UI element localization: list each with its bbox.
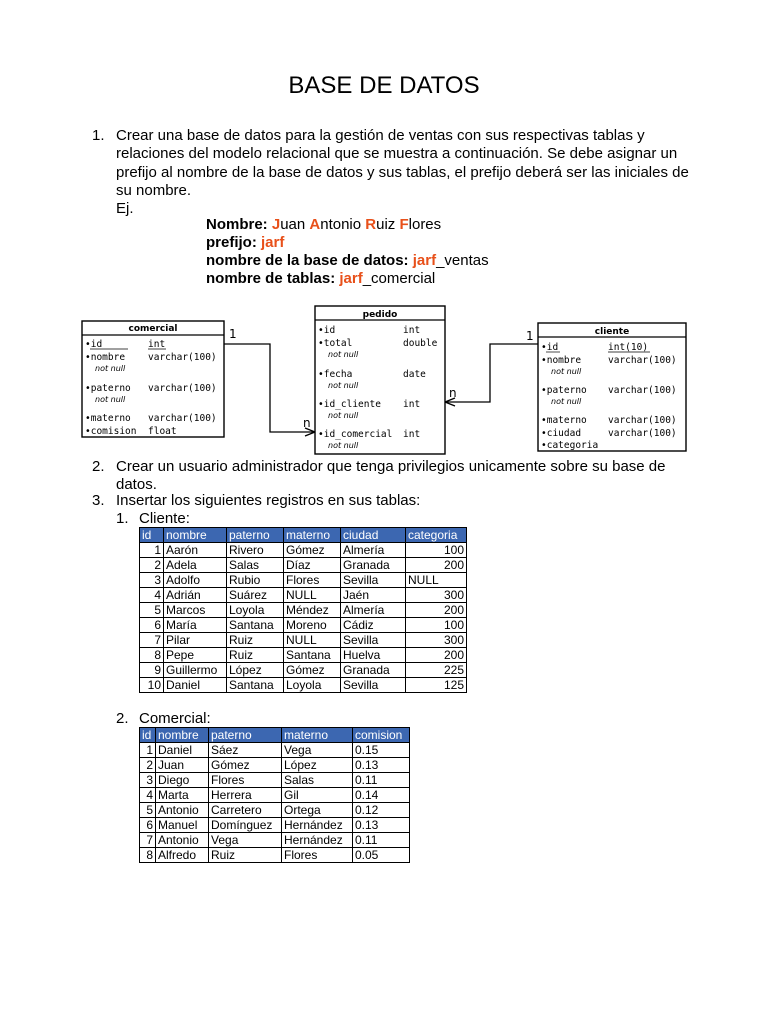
er-diagram (0, 300, 768, 460)
table-cell: Marcos (164, 603, 227, 618)
table-cell: Sevilla (341, 573, 406, 588)
table-row (140, 788, 410, 803)
table-row (140, 833, 410, 848)
page-title: BASE DE DATOS (288, 72, 480, 99)
example-nombre (206, 216, 441, 233)
item-3-number: 3. (92, 492, 105, 509)
not-null-note: not null (551, 367, 582, 376)
initial-r: R (365, 216, 377, 233)
cliente-field: •categoria (541, 440, 599, 451)
table-cell: Almería (341, 543, 406, 558)
column-header: ciudad (341, 528, 406, 543)
table-cell: 1 (140, 543, 164, 558)
item-3-text: Insertar los siguientes registros en sus tablas: (116, 492, 421, 509)
name-part: ntonio (320, 216, 366, 233)
pedido-type: int (403, 429, 421, 440)
table-cell: Santana (227, 618, 284, 633)
table-cell: Daniel (164, 678, 227, 693)
table-cell: 0.05 (353, 848, 410, 863)
tablas-suffix: _comercial (362, 270, 436, 287)
pedido-field: •id (318, 325, 336, 336)
cardinality-one: 1 (526, 329, 534, 343)
table-cell: Gil (282, 788, 353, 803)
column-header: paterno (227, 528, 284, 543)
table-cell: 2 (140, 558, 164, 573)
table-cell: Daniel (156, 743, 209, 758)
table-cell: Santana (284, 648, 341, 663)
cliente-type: varchar(100) (608, 428, 677, 439)
column-header: nombre (164, 528, 227, 543)
table-cell: Vega (282, 743, 353, 758)
example-tablas (206, 270, 435, 287)
table-cell: Salas (282, 773, 353, 788)
comercial-table-header (140, 728, 410, 743)
sub-1-number: 1. (116, 510, 129, 527)
table-cell: 0.15 (353, 743, 410, 758)
table-cell: Marta (156, 788, 209, 803)
table-cell: Pepe (164, 648, 227, 663)
table-cell: Vega (209, 833, 282, 848)
table-cell: 200 (406, 603, 467, 618)
column-header: categoria (406, 528, 467, 543)
table-cell: Flores (209, 773, 282, 788)
cliente-field: •id (541, 342, 559, 353)
item-1-text: Crear una base de datos para la gestión de ventas con sus respectivas tablas y relaciones del modelo relacional que se muestra a continuación. Se debe asignar un prefijo al nombre de la base de datos y sus tablas, el prefijo deberá ser las iniciales de su nombre. (116, 127, 689, 199)
table-cell: 100 (406, 543, 467, 558)
table-cell: 300 (406, 588, 467, 603)
table-cell: Sevilla (341, 633, 406, 648)
cliente-field: •ciudad (541, 428, 582, 439)
item-2-number: 2. (92, 458, 105, 475)
not-null-note: not null (328, 381, 359, 390)
table-cell: NULL (284, 588, 341, 603)
comercial-field: •paterno (85, 383, 131, 394)
table-row (140, 558, 467, 573)
not-null-note: not null (328, 441, 359, 450)
table-cell: Adolfo (164, 573, 227, 588)
table-cell: Gómez (284, 663, 341, 678)
table-row (140, 758, 410, 773)
table-cell: NULL (284, 633, 341, 648)
pedido-type: int (403, 399, 421, 410)
table-cell: Ruiz (227, 633, 284, 648)
pedido-type: double (403, 338, 438, 349)
column-header: paterno (209, 728, 282, 743)
table-row (140, 618, 467, 633)
relation-cliente-pedido (445, 344, 538, 406)
name-part: uiz (376, 216, 400, 233)
cliente-type: varchar(100) (608, 355, 677, 366)
not-null-note: not null (328, 411, 359, 420)
not-null-note: not null (95, 395, 126, 404)
initial-a: A (309, 216, 321, 233)
sub-2-text: Comercial: (139, 710, 211, 727)
table-cell: Rivero (227, 543, 284, 558)
relation-comercial-pedido (224, 344, 315, 436)
column-header: comision (353, 728, 410, 743)
cardinality-many: n (303, 416, 311, 430)
pedido-type: int (403, 325, 421, 336)
table-row (140, 818, 410, 833)
table-cell: Ruiz (209, 848, 282, 863)
initial-j: J (271, 216, 281, 233)
name-part: lores (408, 216, 442, 233)
column-header: nombre (156, 728, 209, 743)
table-cell: Diego (156, 773, 209, 788)
table-row (140, 573, 467, 588)
cardinality-many: n (449, 386, 457, 400)
pedido-field: •fecha (318, 369, 353, 380)
table-cell: 9 (140, 663, 164, 678)
table-cell: 300 (406, 633, 467, 648)
comercial-type: varchar(100) (148, 413, 217, 424)
cliente-table-header (140, 528, 467, 543)
comercial-type: int (148, 339, 166, 350)
table-cell: Loyola (227, 603, 284, 618)
table-cell: Hernández (282, 833, 353, 848)
table-cell: Santana (227, 678, 284, 693)
db-prefix: jarf (412, 252, 437, 269)
cliente-type: int(10) (608, 342, 649, 353)
table-cell: 0.11 (353, 833, 410, 848)
table-row (140, 633, 467, 648)
table-cell: 8 (140, 848, 156, 863)
prefijo-value: jarf (261, 234, 285, 251)
table-cell: Moreno (284, 618, 341, 633)
comercial-field: •materno (85, 413, 131, 424)
cliente-type: varchar(100) (608, 415, 677, 426)
table-cell: 225 (406, 663, 467, 678)
table-cell: 2 (140, 758, 156, 773)
cliente-field: •nombre (541, 355, 582, 366)
table-cell: Salas (227, 558, 284, 573)
comercial-type: float (148, 426, 177, 437)
column-header: id (140, 528, 164, 543)
table-cell: Gómez (284, 543, 341, 558)
table-cell: 200 (406, 648, 467, 663)
pedido-field: •id_comercial (318, 429, 393, 440)
table-row (140, 543, 467, 558)
table-cell: 0.12 (353, 803, 410, 818)
table-cell: Ruiz (227, 648, 284, 663)
table-cell: 125 (406, 678, 467, 693)
table-cell: 7 (140, 633, 164, 648)
entity-cliente-name: cliente (594, 327, 630, 337)
table-cell: María (164, 618, 227, 633)
table-cell: Loyola (284, 678, 341, 693)
entity-pedido-name: pedido (362, 310, 398, 320)
table-cell: 0.14 (353, 788, 410, 803)
tablas-label: nombre de tablas: (206, 270, 336, 287)
table-cell: 10 (140, 678, 164, 693)
comercial-table (139, 727, 410, 863)
db-label: nombre de la base de datos: (206, 252, 409, 269)
name-part: uan (280, 216, 310, 233)
pedido-field: •total (318, 338, 353, 349)
table-cell: Hernández (282, 818, 353, 833)
table-cell: Jaén (341, 588, 406, 603)
table-row (140, 743, 410, 758)
cardinality-one: 1 (229, 327, 237, 341)
entity-cliente (538, 323, 686, 451)
column-header: materno (284, 528, 341, 543)
table-cell: 6 (140, 818, 156, 833)
sub-1-text: Cliente: (139, 510, 190, 527)
table-cell: 0.13 (353, 758, 410, 773)
table-cell: Domínguez (209, 818, 282, 833)
table-cell: 5 (140, 603, 164, 618)
sub-2-number: 2. (116, 710, 129, 727)
table-row (140, 678, 467, 693)
table-cell: Gómez (209, 758, 282, 773)
table-cell: Flores (284, 573, 341, 588)
table-cell: Granada (341, 558, 406, 573)
db-suffix: _ventas (436, 252, 489, 269)
table-cell: Aarón (164, 543, 227, 558)
prefijo-label: prefijo: (206, 234, 257, 251)
table-cell: Suárez (227, 588, 284, 603)
comercial-field: •id (85, 339, 103, 350)
table-row (140, 663, 467, 678)
table-cell: 8 (140, 648, 164, 663)
entity-comercial (82, 321, 224, 437)
comercial-field: •nombre (85, 352, 126, 363)
table-cell: 200 (406, 558, 467, 573)
table-cell: 3 (140, 773, 156, 788)
table-cell: Flores (282, 848, 353, 863)
table-cell: Huelva (341, 648, 406, 663)
table-cell: Alfredo (156, 848, 209, 863)
table-cell: Sevilla (341, 678, 406, 693)
item-1-number: 1. (92, 127, 105, 144)
table-cell: 1 (140, 743, 156, 758)
table-cell: Antonio (156, 833, 209, 848)
table-cell: Ortega (282, 803, 353, 818)
comercial-type: varchar(100) (148, 383, 217, 394)
table-row (140, 773, 410, 788)
comercial-type: varchar(100) (148, 352, 217, 363)
example-db-name (206, 252, 489, 269)
table-cell: 0.13 (353, 818, 410, 833)
table-cell: Adela (164, 558, 227, 573)
table-row (140, 648, 467, 663)
pedido-type: date (403, 369, 426, 380)
table-cell: 7 (140, 833, 156, 848)
table-cell: Manuel (156, 818, 209, 833)
item-2-text: Crear un usuario administrador que tenga privilegios unicamente sobre su base de datos. (116, 458, 666, 494)
table-cell: Rubio (227, 573, 284, 588)
pedido-field: •id_cliente (318, 399, 381, 410)
table-row (140, 803, 410, 818)
table-row (140, 603, 467, 618)
not-null-note: not null (95, 364, 126, 373)
cliente-type: varchar(100) (608, 385, 677, 396)
table-cell: 0.11 (353, 773, 410, 788)
comercial-field: •comision (85, 426, 137, 437)
table-cell: López (282, 758, 353, 773)
example-label: Ej. (116, 200, 134, 217)
not-null-note: not null (551, 397, 582, 406)
table-cell: 100 (406, 618, 467, 633)
cliente-field: •materno (541, 415, 587, 426)
table-cell: Carretero (209, 803, 282, 818)
table-cell: NULL (406, 573, 467, 588)
initial-f: F (399, 216, 409, 233)
column-header: id (140, 728, 156, 743)
table-cell: 3 (140, 573, 164, 588)
entity-pedido (315, 306, 445, 454)
cliente-field: •paterno (541, 385, 587, 396)
table-cell: 4 (140, 788, 156, 803)
table-cell: Antonio (156, 803, 209, 818)
table-cell: 4 (140, 588, 164, 603)
table-row (140, 588, 467, 603)
table-cell: Díaz (284, 558, 341, 573)
tablas-prefix: jarf (339, 270, 363, 287)
table-cell: 5 (140, 803, 156, 818)
cliente-table (139, 527, 467, 693)
table-cell: Herrera (209, 788, 282, 803)
table-cell: Guillermo (164, 663, 227, 678)
entity-comercial-name: comercial (128, 324, 178, 334)
table-row (140, 848, 410, 863)
table-cell: Méndez (284, 603, 341, 618)
table-cell: Granada (341, 663, 406, 678)
example-prefijo (206, 234, 284, 251)
table-cell: Sáez (209, 743, 282, 758)
table-cell: Pilar (164, 633, 227, 648)
table-cell: Almería (341, 603, 406, 618)
table-cell: Cádiz (341, 618, 406, 633)
column-header: materno (282, 728, 353, 743)
nombre-label: Nombre: (206, 216, 268, 233)
table-cell: Juan (156, 758, 209, 773)
table-cell: Adrián (164, 588, 227, 603)
not-null-note: not null (328, 350, 359, 359)
table-cell: 6 (140, 618, 164, 633)
table-cell: López (227, 663, 284, 678)
